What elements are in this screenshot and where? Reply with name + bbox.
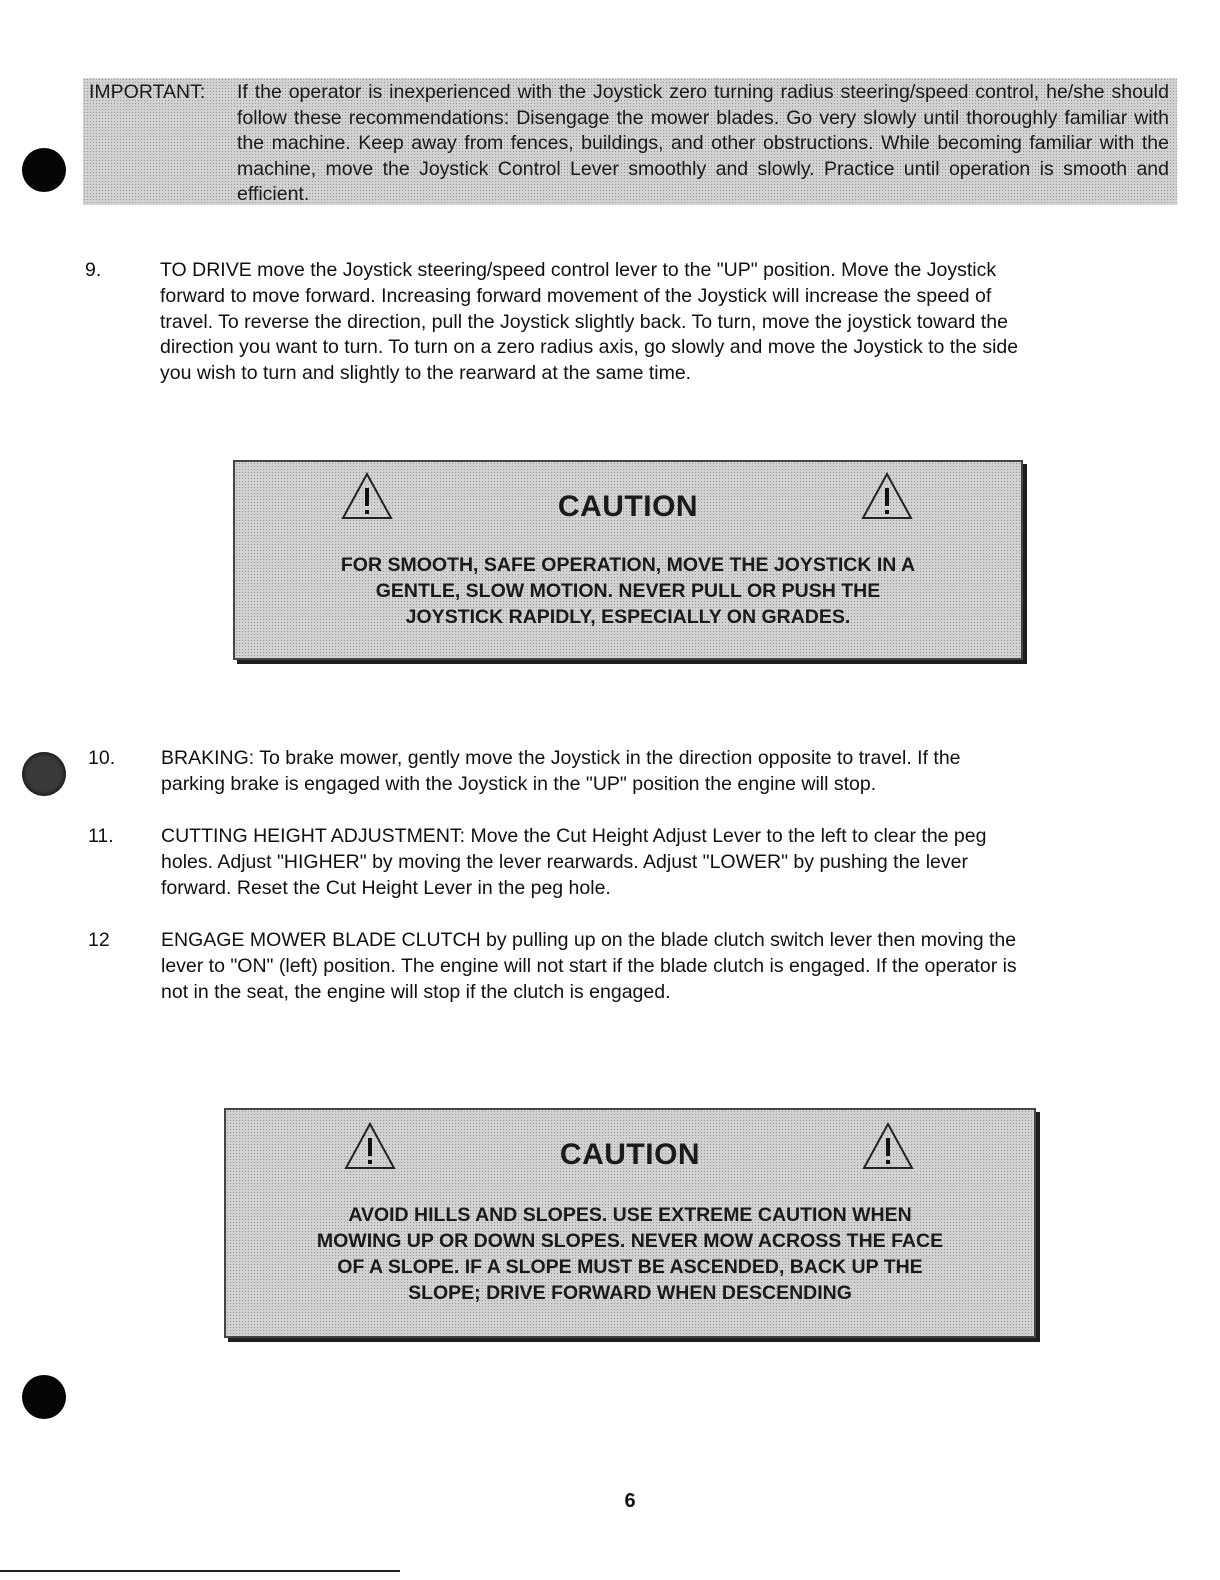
item-line: forward. Reset the Cut Height Lever in the peg hole.	[161, 876, 611, 899]
page-number: 6	[624, 1490, 636, 1512]
caution-title: CAUTION	[557, 490, 699, 523]
caution-box-slopes	[224, 1108, 1036, 1338]
item-text	[160, 258, 1190, 387]
caution-line: GENTLE, SLOW MOTION. NEVER PULL OR PUSH THE	[375, 580, 881, 602]
item-line: direction you want to turn. To turn on a zero radius axis, go slowly and move the Joystick to the side	[160, 336, 1019, 359]
caution-line: FOR SMOOTH, SAFE OPERATION, MOVE THE JOYSTICK IN A	[340, 554, 916, 576]
item-line: travel. To reverse the direction, pull the Joystick slightly back. To turn, move the joystick toward the	[160, 310, 1008, 333]
important-label: IMPORTANT:	[89, 81, 206, 103]
item-number: 10.	[88, 747, 116, 769]
item-line: ENGAGE MOWER BLADE CLUTCH by pulling up on the blade clutch switch lever then moving the	[161, 929, 1017, 951]
item-line: BRAKING: To brake mower, gently move the Joystick in the direction opposite to travel. If the	[161, 747, 961, 769]
item-line: parking brake is engaged with the Joystick in the "UP" position the engine will stop.	[161, 772, 877, 795]
instruction-item-11	[88, 824, 1188, 904]
caution-body	[235, 552, 1021, 630]
item-text	[161, 824, 1191, 901]
item-line: not in the seat, the engine will stop if the clutch is engaged.	[161, 980, 671, 1003]
important-note	[83, 78, 1177, 205]
item-text	[161, 746, 1191, 798]
item-number: 9.	[85, 259, 102, 281]
item-line: lever to "ON" (left) position. The engine will not start if the blade clutch is engaged. If the operator is	[161, 954, 1017, 977]
caution-line: SLOPE; DRIVE FORWARD WHEN DESCENDING	[408, 1282, 852, 1304]
caution-title: CAUTION	[559, 1138, 701, 1171]
caution-line: JOYSTICK RAPIDLY, ESPECIALLY ON GRADES.	[405, 606, 851, 628]
punch-hole-icon	[22, 148, 66, 192]
caution-line: OF A SLOPE. IF A SLOPE MUST BE ASCENDED, BACK UP THE	[337, 1256, 923, 1278]
item-number: 12	[88, 929, 110, 951]
caution-body	[226, 1202, 1034, 1306]
item-line: CUTTING HEIGHT ADJUSTMENT: Move the Cut Height Adjust Lever to the left to clear the peg	[161, 825, 987, 847]
caution-line: AVOID HILLS AND SLOPES. USE EXTREME CAUTION WHEN	[348, 1204, 912, 1226]
punch-hole-icon	[22, 1375, 66, 1419]
item-number: 11.	[88, 825, 114, 847]
instruction-item-9	[85, 258, 1185, 393]
item-line: forward to move forward. Increasing forward movement of the Joystick will increase the speed of	[160, 284, 992, 307]
item-line: holes. Adjust "HIGHER" by moving the lever rearwards. Adjust "LOWER" by pushing the lever	[161, 850, 968, 873]
important-text: If the operator is inexperienced with the Joystick zero turning radius steering/speed control, he/she should follow these recommendations: Disengage the mower blades. Go very slowly until thoroughly familiar with the machine. Keep away from fences, buildings, and other obstructions. While becoming familiar with the machine, move the Joystick Control Lever smoothly and slowly. Practice until operation is smooth and efficient.	[237, 81, 1169, 205]
punch-hole-icon	[22, 752, 66, 796]
item-line: you wish to turn and slightly to the rearward at the same time.	[160, 362, 692, 385]
item-line: TO DRIVE move the Joystick steering/speed control lever to the "UP" position. Move the Joystick	[160, 259, 997, 281]
caution-line: MOWING UP OR DOWN SLOPES. NEVER MOW ACROSS THE FACE	[316, 1230, 944, 1252]
caution-box-joystick	[233, 460, 1023, 660]
instruction-item-12	[88, 928, 1198, 1008]
bottom-rule	[0, 1570, 400, 1572]
item-text	[161, 928, 1196, 1005]
instruction-item-10	[88, 746, 1188, 801]
